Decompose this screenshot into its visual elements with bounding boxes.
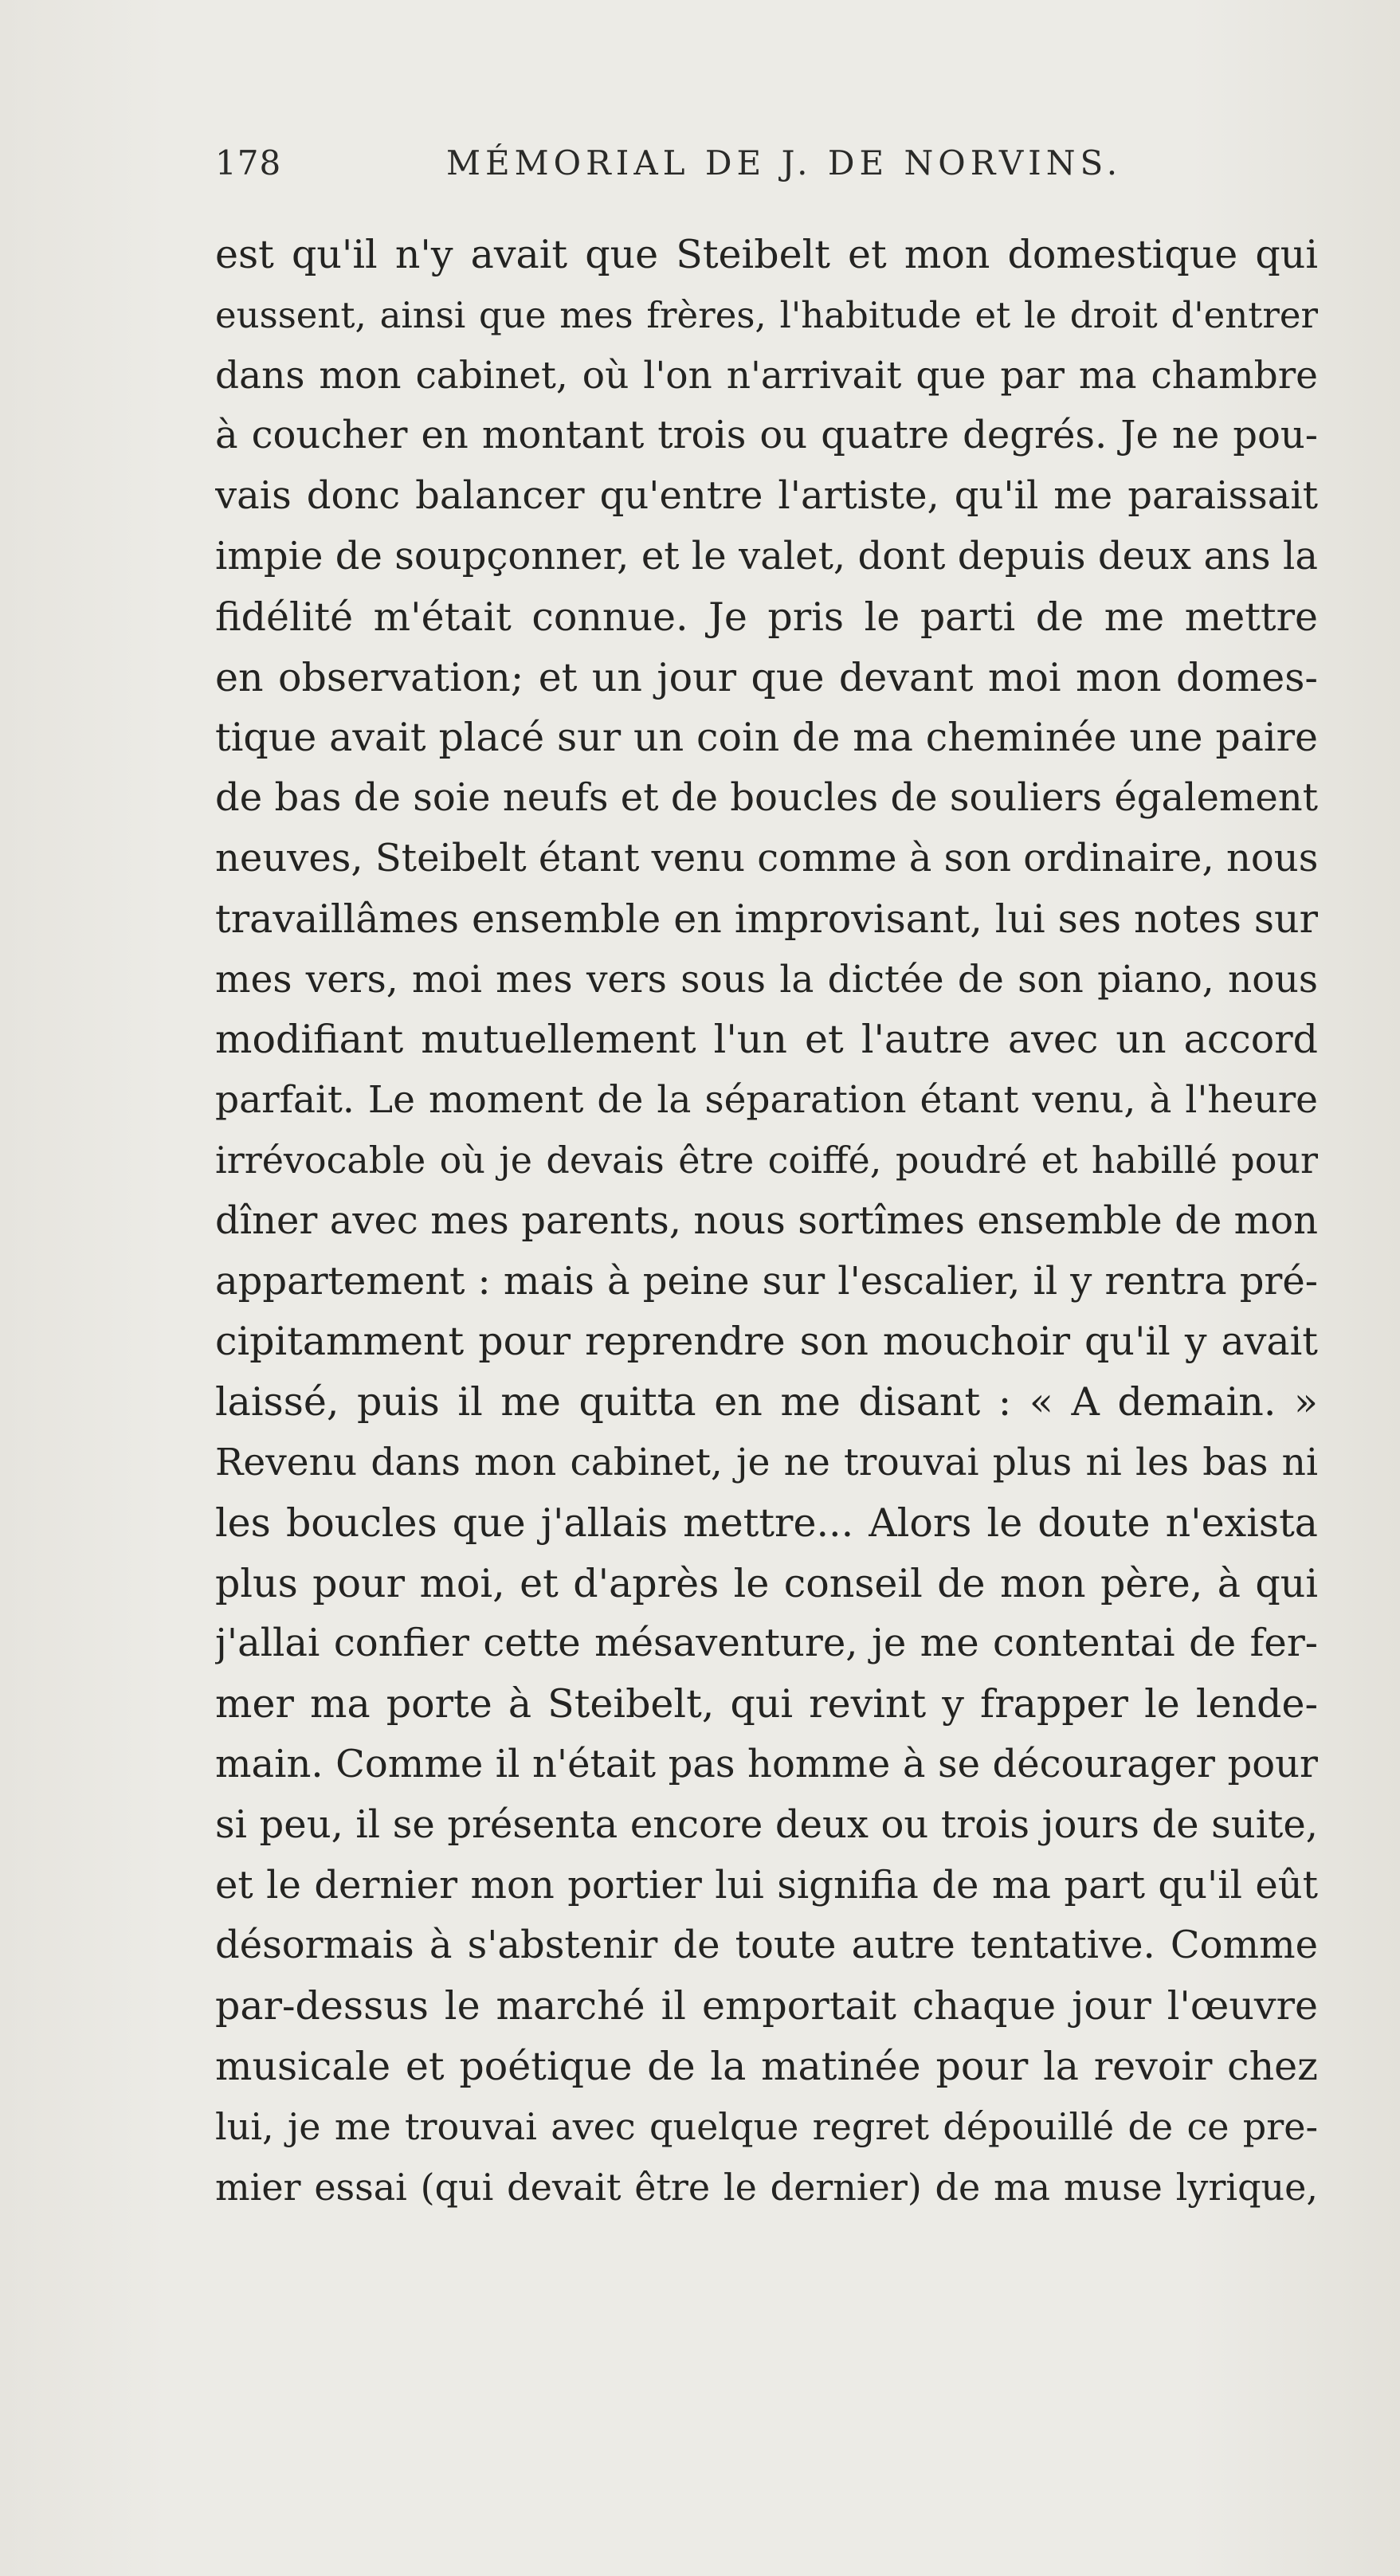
text-line: parfait. Le moment de la séparation étant venu, à l'heure bbox=[215, 1078, 1318, 1123]
text-line: mier essai (qui devait être le dernier) de ma muse lyrique, bbox=[215, 2165, 1318, 2209]
text-line: à coucher en montant trois ou quatre degrés. Je ne pou- bbox=[215, 413, 1318, 458]
text-line: de bas de soie neufs et de boucles de souliers également bbox=[215, 775, 1318, 821]
text-line: mer ma porte à Steibelt, qui revint y frapper le lende- bbox=[215, 1681, 1318, 1727]
page-number: 178 bbox=[215, 143, 282, 182]
text-line: appartement : mais à peine sur l'escalier, il y rentra pré- bbox=[215, 1258, 1318, 1304]
text-line: et le dernier mon portier lui signifia de ma part qu'il eût bbox=[215, 1862, 1318, 1907]
body-text bbox=[215, 225, 1318, 2217]
text-line: vais donc balancer qu'entre l'artiste, qu'il me paraissait bbox=[215, 473, 1318, 519]
text-line: désormais à s'abstenir de toute autre tentative. Comme bbox=[215, 1923, 1318, 1968]
text-line: Revenu dans mon cabinet, je ne trouvai plus ni les bas ni bbox=[215, 1440, 1318, 1484]
text-line: dîner avec mes parents, nous sortîmes ensemble de mon bbox=[215, 1198, 1318, 1243]
text-line: lui, je me trouvai avec quelque regret dépouillé de ce pre- bbox=[215, 2104, 1318, 2148]
text-line: les boucles que j'allais mettre... Alors le doute n'exista bbox=[215, 1500, 1318, 1546]
running-head: MÉMORIAL DE J. DE NORVINS. bbox=[446, 143, 1123, 182]
text-line: tique avait placé sur un coin de ma cheminée une paire bbox=[215, 715, 1318, 761]
text-line: en observation; et un jour que devant moi mon domes- bbox=[215, 654, 1318, 700]
text-line: fidélité m'était connue. Je pris le parti de me mettre bbox=[215, 594, 1318, 640]
text-line: j'allai confier cette mésaventure, je me contentai de fer- bbox=[215, 1621, 1318, 1666]
text-line: impie de soupçonner, et le valet, dont depuis deux ans la bbox=[215, 533, 1318, 578]
text-line: dans mon cabinet, où l'on n'arrivait que par ma chambre bbox=[215, 353, 1318, 398]
text-line: plus pour moi, et d'après le conseil de mon père, à qui bbox=[215, 1560, 1318, 1606]
text-line: travaillâmes ensemble en improvisant, lui ses notes sur bbox=[215, 896, 1318, 942]
text-line: mes vers, moi mes vers sous la dictée de son piano, nous bbox=[215, 957, 1318, 1002]
text-line: irrévocable où je devais être coiffé, poudré et habillé pour bbox=[215, 1138, 1318, 1182]
text-line: eussent, ainsi que mes frères, l'habitude et le droit d'entrer bbox=[215, 293, 1318, 336]
page-header bbox=[215, 143, 1315, 191]
text-line: si peu, il se présenta encore deux ou trois jours de suite, bbox=[215, 1802, 1318, 1847]
text-line: cipitamment pour reprendre son mouchoir qu'il y avait bbox=[215, 1319, 1318, 1365]
text-line: laissé, puis il me quitta en me disant : « A demain. » bbox=[215, 1379, 1318, 1425]
text-line: modifiant mutuellement l'un et l'autre avec un accord bbox=[215, 1017, 1318, 1063]
text-line: musicale et poétique de la matinée pour la revoir chez bbox=[215, 2043, 1318, 2089]
text-line: est qu'il n'y avait que Steibelt et mon domestique qui bbox=[215, 232, 1318, 277]
text-line: main. Comme il n'était pas homme à se décourager pour bbox=[215, 1741, 1318, 1786]
text-line: par-dessus le marché il emportait chaque jour l'œuvre bbox=[215, 1983, 1318, 2029]
text-line: neuves, Steibelt étant venu comme à son ordinaire, nous bbox=[215, 835, 1318, 880]
